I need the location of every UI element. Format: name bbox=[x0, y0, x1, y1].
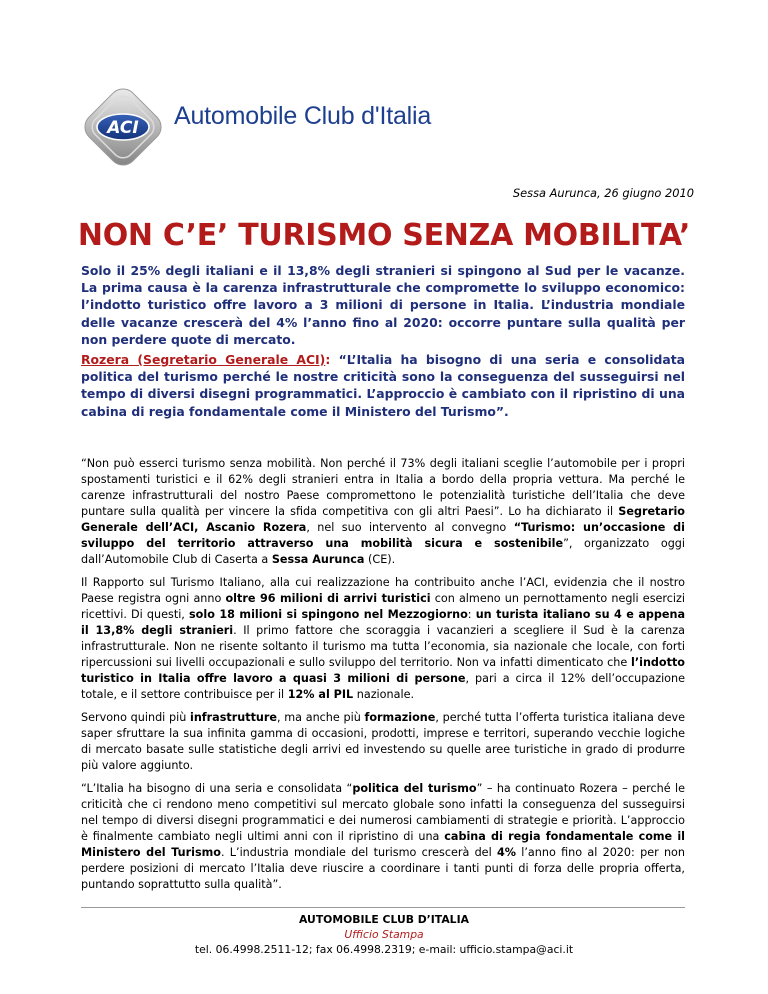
footer-divider bbox=[81, 907, 685, 908]
lead-quote-text: “L’Italia ha bisogno di una seria e consolidata politica del turismo perché le nostre criticità sono la conseguenza del susseguirsi nel tempo di diversi disegni programmatici. L’approccio è cambiato con il ripristino di una cabina di regia fondamentale come il Ministero del Turismo”. bbox=[81, 352, 685, 419]
footer-contacts: tel. 06.4998.2511-12; fax 06.4998.2319; e-mail: ufficio.stampa@aci.it bbox=[194, 943, 574, 956]
dateline: Sessa Aurunca, 26 giugno 2010 bbox=[512, 186, 694, 200]
footer-office: Ufficio Stampa bbox=[344, 928, 424, 941]
speaker-colon: : bbox=[325, 352, 331, 367]
body-paragraph-2: Il Rapporto sul Turismo Italiano, alla cui realizzazione ha contribuito anche l’ACI, evidenzia che il nostro Paese registra ogni anno oltre 96 milioni di arrivi turistici con almeno un pernottamento negli esercizi ricettivi. Di questi, solo 18 milioni si spingono nel Mezzogiorno: un turista italiano su 4 e appena il 13,8% degli stranieri. Il primo fattore che scoraggia i vacanzieri a scegliere il Sud è la carenza infrastrutturale. Non ne risente soltanto il turismo ma tutta l’economia, sia nazionale che locale, con forti ripercussioni sui livelli occupazionali e sullo sviluppo del territorio. Non va infatti dimenticato che l’indotto turistico in Italia offre lavoro a quasi 3 milioni di persone, pari a circa il 12% dell’occupazione totale, e il settore contribuisce per il 12% al PIL nazionale. bbox=[81, 576, 686, 701]
article-body bbox=[81, 456, 685, 900]
body-paragraph-4: “L’Italia ha bisogno di una seria e consolidata “politica del turismo” – ha continuato Rozera – perché le criticità che ci rendono meno competitivi sul mercato globale sono infatti la conseguenza del susseguirsi nel tempo di diversi disegni programmatici e dei numerosi cambiamenti di strategie e priorità. L’approccio è finalmente cambiato negli ultimi anni con il ripristino di una cabina di regia fondamentale come il Ministero del Turismo. L’industria mondiale del turismo crescerà del 4% l’anno fino al 2020: per non perdere posizioni di mercato l’Italia deve riuscire a coordinare i tanti punti di forza delle propria offerta, puntando soprattutto sulla qualità”. bbox=[81, 782, 685, 891]
footer bbox=[0, 912, 768, 957]
lead-summary-text: Solo il 25% degli italiani e il 13,8% degli stranieri si spingono al Sud per le vacanze. La prima causa è la carenza infrastrutturale che compromette lo sviluppo economico: l’indotto turistico offre lavoro a 3 milioni di persone in Italia. L’industria mondiale delle vacanze crescerà del 4% l’anno fino al 2020: occorre puntare sulla qualità per non perdere quote di mercato. bbox=[81, 263, 685, 347]
lead-quote bbox=[81, 351, 685, 420]
headline: NON C’E’ TURISMO SENZA MOBILITA’ bbox=[77, 218, 691, 253]
footer-organization: AUTOMOBILE CLUB D’ITALIA bbox=[299, 913, 469, 926]
body-paragraph-1: “Non può esserci turismo senza mobilità. Non perché il 73% degli italiani sceglie l’automobile per i propri spostamenti turistici e il 62% degli stranieri entra in Italia a bordo della propria vettura. Ma perché le carenze infrastrutturali del nostro Paese compromettono le potenzialità turistiche dell’Italia che deve puntare sulla qualità per vincere la sfida competitiva con gli altri Paesi”. Lo ha dichiarato il Segretario Generale dell’ACI, Ascanio Rozera, nel suo intervento al convegno “Turismo: un’occasione di sviluppo del territorio attraverso una mobilità sicura e sostenibile”, organizzato oggi dall’Automobile Club di Caserta a Sessa Aurunca (CE). bbox=[81, 457, 686, 566]
speaker-name: Rozera (Segretario Generale ACI) bbox=[81, 352, 326, 367]
organization-name: Automobile Club d'Italia bbox=[174, 102, 432, 130]
body-paragraph-3: Servono quindi più infrastrutture, ma anche più formazione, perché tutta l’offerta turistica italiana deve saper sfruttare la sua infinita gamma di occasioni, prodotti, imprese e territori, superando vecchie logiche di mercato basate sulle statistiche degli arrivi ed investendo su quelle aree turistiche in grado di produrre più valore aggiunto. bbox=[81, 711, 685, 772]
lead-summary bbox=[81, 262, 685, 348]
aci-header bbox=[78, 82, 498, 172]
aci-logo-icon bbox=[78, 82, 168, 172]
logo-initials: ACI bbox=[107, 118, 139, 138]
